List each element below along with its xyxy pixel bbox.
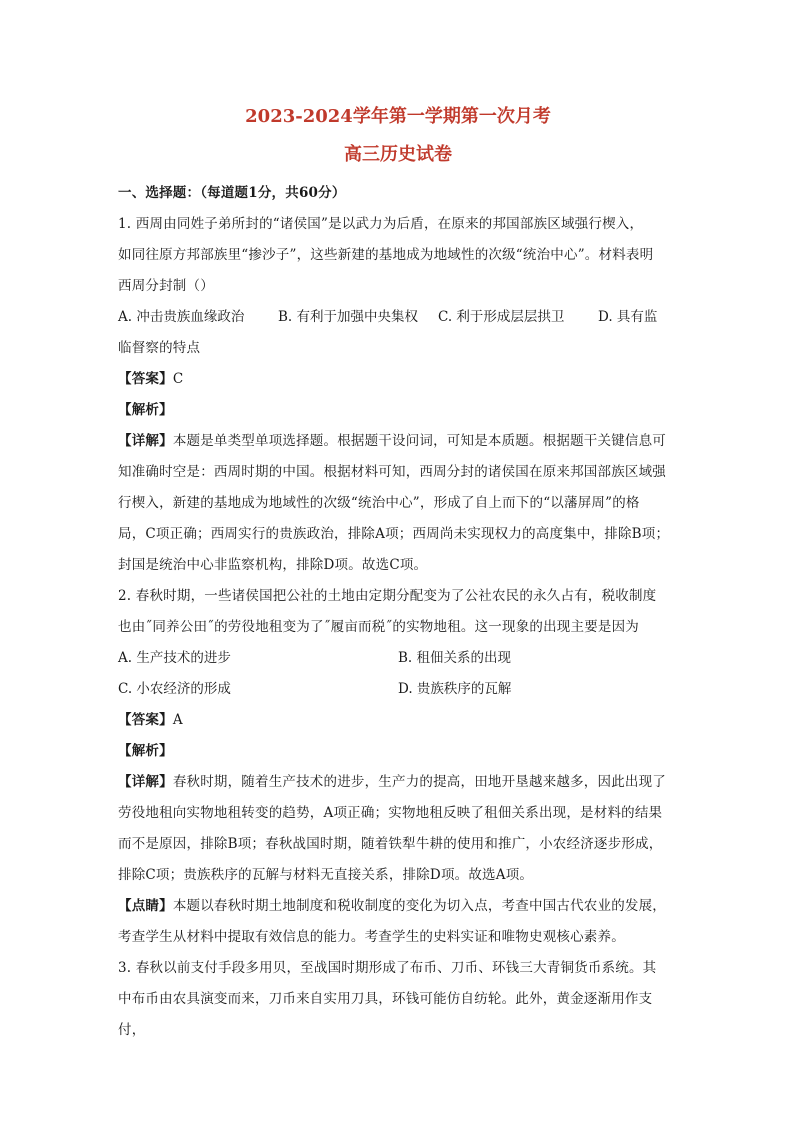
q3-stem-line: 中布币由农具演变而来，刀币来自实用刀具，环钱可能仿自纺轮。此外，黄金逐渐用作支付，	[118, 991, 653, 1038]
q2-options-row	[118, 643, 678, 674]
q2-point-line: 考查学生从材料中提取有效信息的能力。考查学生的史料实证和唯物史观核心素养。	[118, 929, 625, 945]
answer-value: C	[172, 371, 184, 387]
q2-detail-line: 而不是原因，排除B项；春秋战国时期，随着铁犁牛耕的使用和推广，小农经济逐步形成，	[118, 836, 663, 852]
q1-option-b: B. 有利于加强中央集权	[278, 309, 419, 325]
answer-tag: 【答案】	[118, 712, 173, 728]
detail-text: 本题是单类型单项选择题。根据题干设问词，可知是本质题。根据题干关键信息可	[172, 433, 667, 449]
q2-option-d: D. 贵族秩序的瓦解	[398, 681, 512, 697]
question-2	[118, 581, 678, 953]
q1-option-a: A. 冲击贵族血缘政治	[118, 309, 245, 325]
detail-tag: 【详解】	[118, 433, 173, 449]
question-3	[118, 953, 678, 1046]
q1-option-d: D. 具有监	[598, 309, 658, 325]
q2-option-c: C. 小农经济的形成	[118, 681, 231, 697]
q1-answer	[118, 364, 678, 395]
q1-analysis-tag: 【解析】	[118, 402, 173, 418]
detail-text: 春秋时期，随着生产技术的进步，生产力的提高，田地开垦越来越多，因此出现了	[172, 774, 667, 790]
q2-stem-line: 也由˝同养公田˝的劳役地租变为了˝履亩而税˝的实物地租。这一现象的出现主要是因为	[118, 619, 639, 635]
q2-detail-line: 劳役地租向实物地租转变的趋势，A项正确；实物地租反映了租佃关系出现，是材料的结果	[118, 805, 663, 821]
exam-subtitle: 高三历史试卷	[344, 144, 452, 165]
q2-analysis-tag: 【解析】	[118, 743, 173, 759]
q2-answer	[118, 705, 678, 736]
q1-stem-line: 如同往原方邦部族里“掺沙子”，这些新建的基地成为地域性的次级“统治中心”。材料表明	[118, 247, 654, 263]
q3-stem-line: 3. 春秋以前支付手段多用贝，至战国时期形成了布币、刀币、环钱三大青铜货币系统。其	[118, 960, 657, 976]
q1-option-c: C. 利于形成层层拱卫	[438, 309, 565, 325]
q1-stem-line: 1. 西周由同姓子弟所封的“诸侯国”是以武力为后盾，在原来的邦国部族区域强行楔入，	[118, 216, 644, 232]
q1-stem-line: 西周分封制（）	[118, 278, 214, 294]
q1-options	[118, 302, 678, 333]
answer-tag: 【答案】	[118, 371, 173, 387]
q1-detail-line: 局，C项正确；西周实行的贵族政治，排除A项；西周尚未实现权力的高度集中，排除B项；	[118, 526, 670, 542]
q1-detail-line: 封国是统治中心非监察机构，排除D项。故选C项。	[118, 557, 428, 573]
q2-options-row	[118, 674, 678, 705]
q1-option-d-continued: 临督察的特点	[118, 340, 201, 356]
q1-detail-line	[118, 426, 678, 457]
q2-option-b: B. 租佃关系的出现	[398, 650, 512, 666]
q2-detail-line: 排除C项；贵族秩序的瓦解与材料无直接关系，排除D项。故选A项。	[118, 867, 534, 883]
exam-title: 2023-2024学年第一学期第一次月考	[245, 106, 551, 127]
question-1	[118, 209, 678, 581]
q2-option-a: A. 生产技术的进步	[118, 650, 231, 666]
detail-tag: 【详解】	[118, 774, 173, 790]
exam-page	[118, 100, 678, 1046]
q1-detail-line: 行楔入，新建的基地成为地域性的次级“统治中心”，形成了自上而下的“以藩屏周”的格	[118, 495, 640, 511]
q2-stem-line: 2. 春秋时期，一些诸侯国把公社的土地由定期分配变为了公社农民的永久占有，税收制度	[118, 588, 657, 604]
q2-point-line	[118, 891, 678, 922]
q2-detail-line	[118, 767, 678, 798]
point-text: 本题以春秋时期土地制度和税收制度的变化为切入点，考查中国古代农业的发展，	[172, 898, 667, 914]
point-tag: 【点睛】	[118, 898, 173, 914]
answer-value: A	[172, 712, 183, 728]
q1-detail-line: 知准确时空是：西周时期的中国。根据材料可知，西周分封的诸侯国在原来邦国部族区域强	[118, 464, 666, 480]
section-heading: 一、选择题：（每道题1分，共60分）	[118, 185, 346, 201]
